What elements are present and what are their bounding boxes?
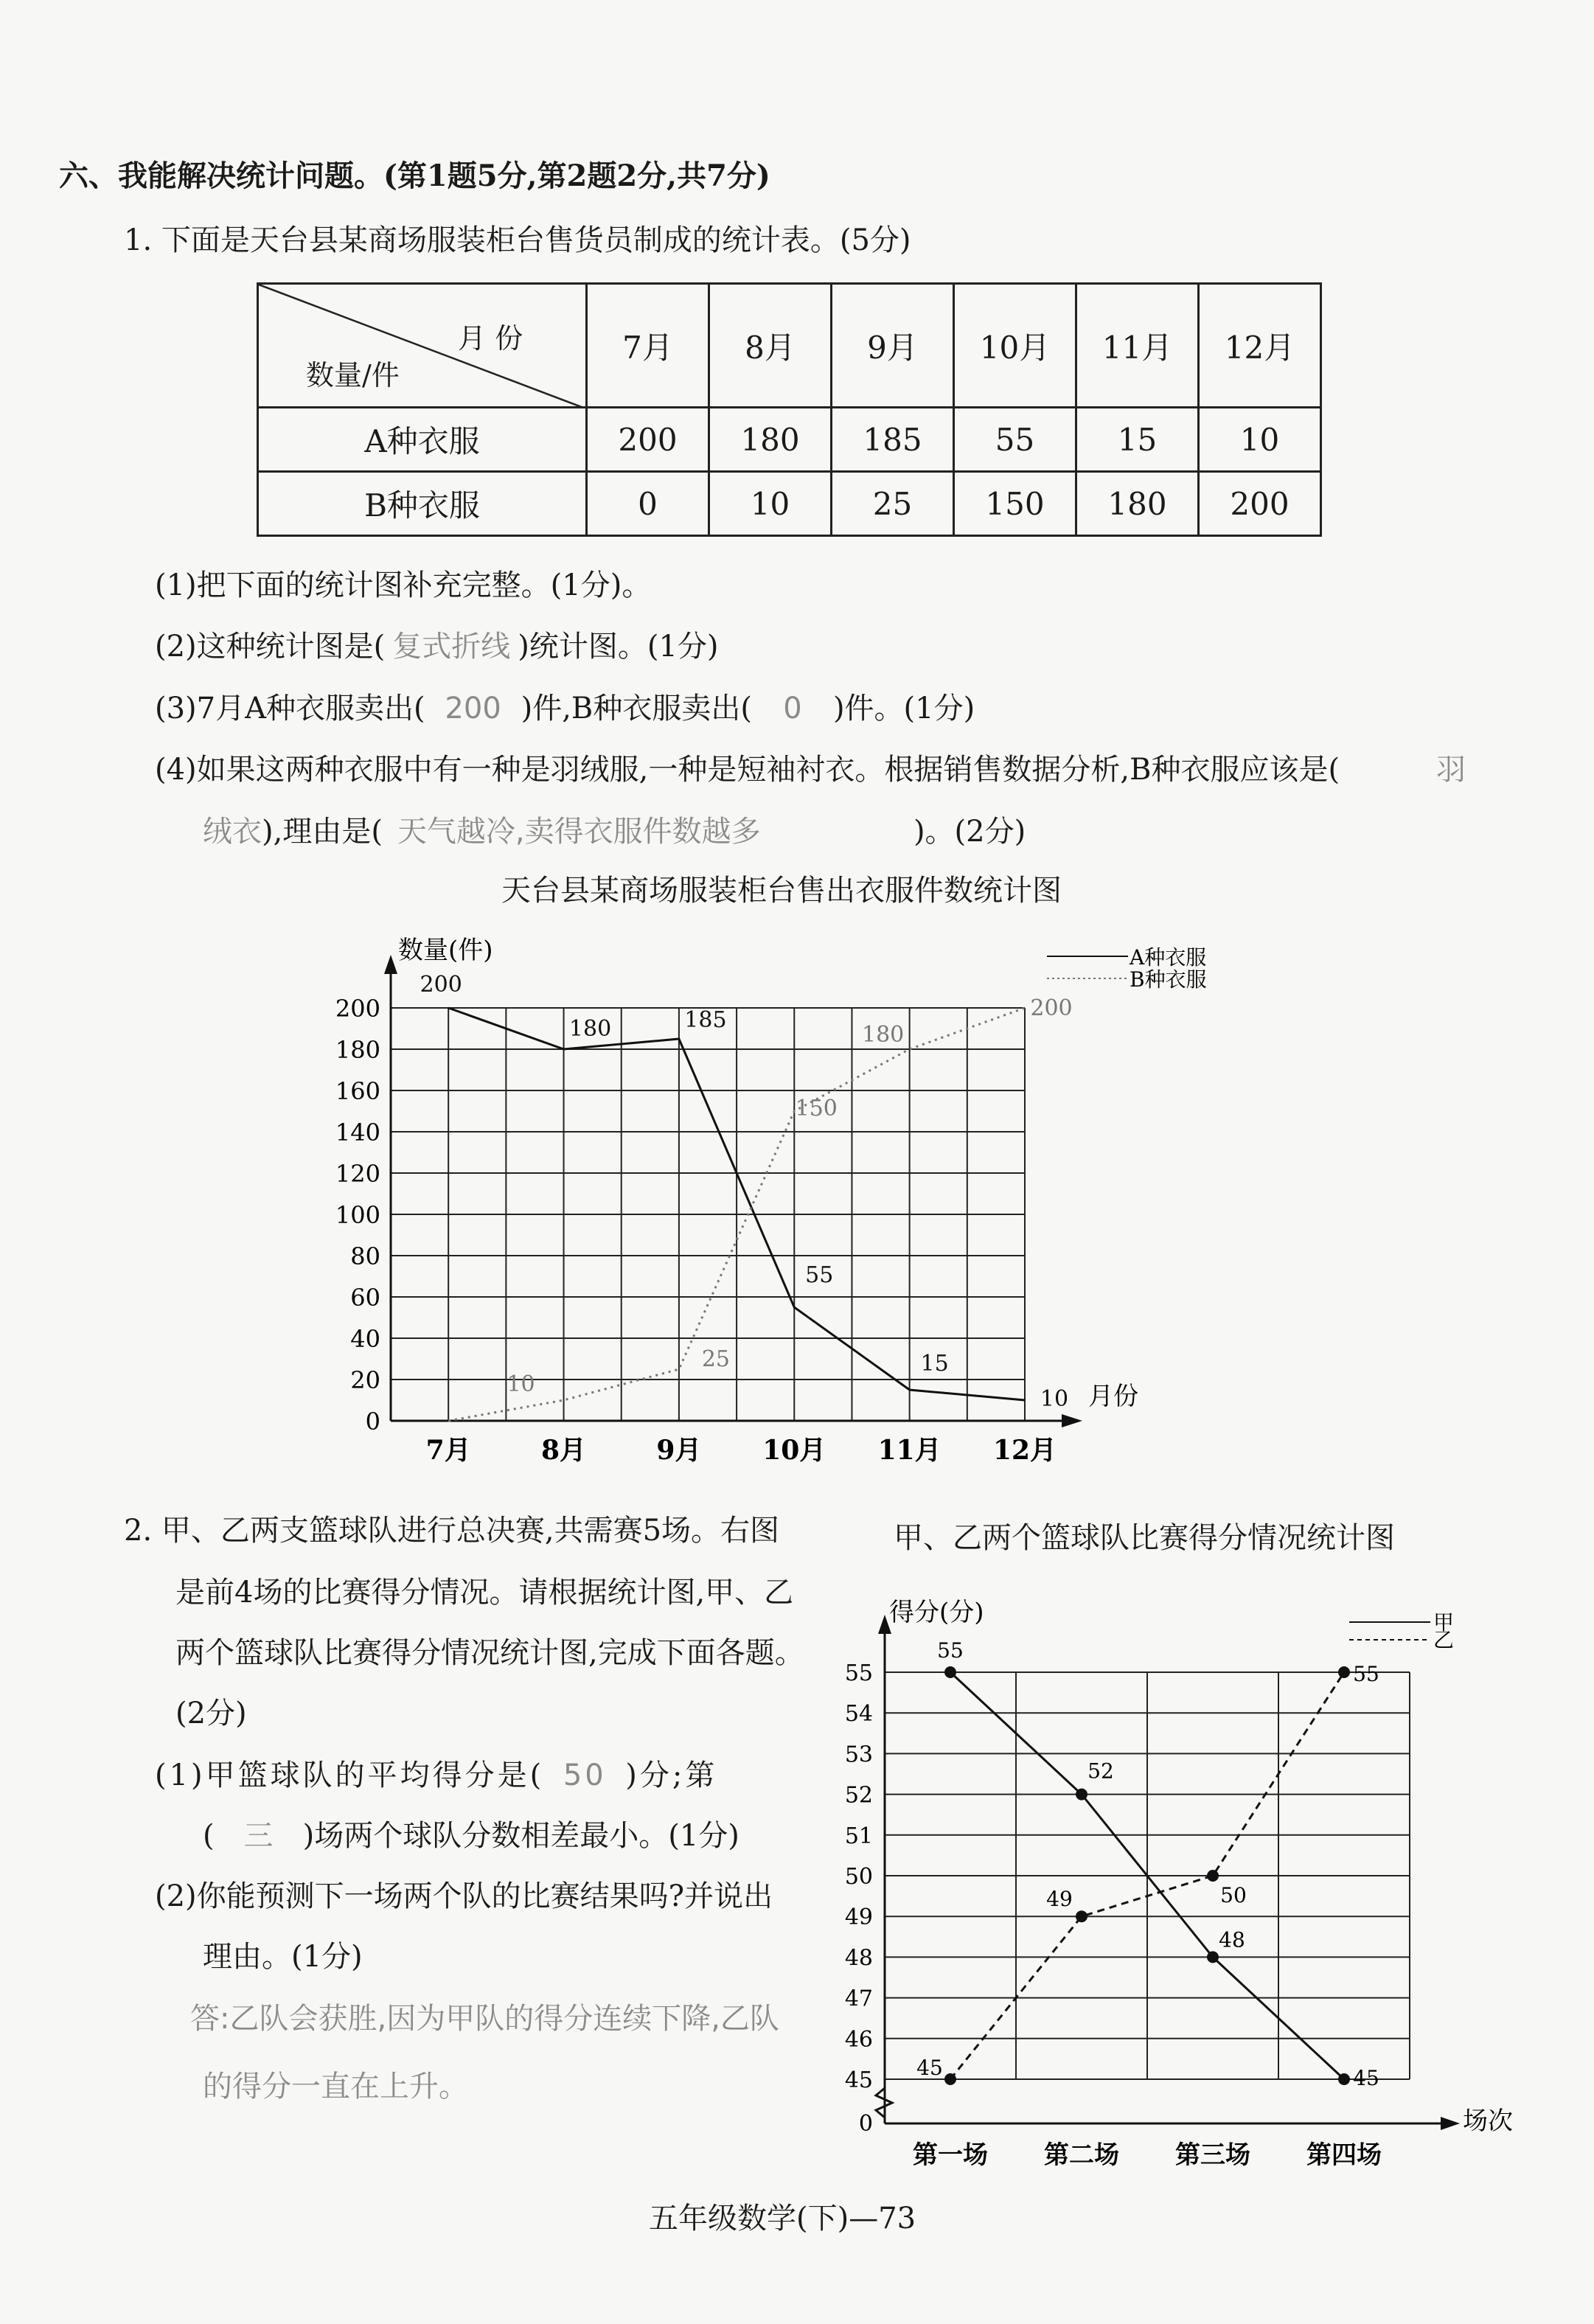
- x-tick-label: 第三场: [1175, 2140, 1250, 2168]
- q1-sub1: (1)把下面的统计图补充完整。(1分)。: [155, 568, 652, 602]
- chart1-title: 天台县某商场服装柜台售出衣服件数统计图: [501, 874, 1062, 908]
- q2-stem-line2: 是前4场的比赛得分情况。请根据统计图,甲、乙: [175, 1576, 794, 1610]
- q1-sub3-answer-a: 200: [445, 692, 501, 726]
- y-tick-label: 140: [335, 1118, 380, 1147]
- y-tick-label: 54: [844, 1701, 873, 1728]
- x-axis-arrow: [1062, 1414, 1082, 1427]
- q2-sub1-suffix: )分;第: [625, 1758, 718, 1792]
- chart2-title: 甲、乙两个篮球队比赛得分情况统计图: [894, 1521, 1395, 1555]
- x-tick-label: 第二场: [1044, 2140, 1119, 2168]
- x-tick-label: 12月: [992, 1435, 1057, 1466]
- corner-qty-label: 数量/件: [306, 359, 400, 392]
- series-yi-data-label: 45: [916, 2056, 943, 2080]
- y-tick-label: 51: [844, 1823, 873, 1849]
- row-label: B种衣服: [258, 472, 587, 536]
- q1-sub4-line2: [203, 814, 1026, 849]
- series-jia-point: [1338, 2073, 1350, 2085]
- legend-a-label: A种衣服: [1130, 945, 1207, 970]
- month-header: 7月: [587, 284, 709, 408]
- corner-month-label: 月 份: [458, 322, 523, 355]
- series-b-data-label: 180: [862, 1022, 905, 1048]
- series-b-data-label: 25: [701, 1346, 731, 1372]
- month-header: 9月: [832, 284, 954, 408]
- cell-value: 10: [709, 472, 832, 536]
- section-title: 六、我能解决统计问题。(第1题5分,第2题2分,共7分): [59, 159, 770, 193]
- q2-sub2-line1: (2)你能预测下一场两个队的比赛结果吗?并说出: [155, 1879, 773, 1913]
- clothing-sales-line-chart: [317, 925, 1239, 1471]
- q1-sub3-part2: )件,B种衣服卖出(: [521, 692, 752, 726]
- y-tick-label: 47: [844, 1986, 873, 2012]
- q1-sub4-answer-part2: 绒衣: [203, 815, 262, 849]
- q2-sub1b: [203, 1818, 739, 1854]
- cell-value: 25: [832, 472, 954, 536]
- legend-jia-label: 甲: [1433, 1610, 1455, 1635]
- q1-sub3-part1: (3)7月A种衣服卖出(: [155, 692, 425, 726]
- x-axis-label: 月份: [1088, 1382, 1138, 1411]
- q1-sub4-mid: ),理由是(: [262, 815, 383, 849]
- y-tick-label: 53: [844, 1742, 873, 1768]
- x-tick-label: 第四场: [1306, 2140, 1382, 2168]
- series-jia-point: [1076, 1789, 1087, 1801]
- series-jia-data-label: 55: [937, 1638, 964, 1663]
- q2-sub2-line2: 理由。(1分): [203, 1940, 363, 1974]
- series-b-data-label: 200: [1030, 995, 1073, 1021]
- q1-sub3-part3: )件。(1分): [832, 692, 975, 726]
- q2-answer-line2: 的得分一直在上升。: [203, 2070, 468, 2104]
- series-yi-data-label: 55: [1353, 1662, 1379, 1686]
- y-tick-label: 48: [844, 1945, 873, 1972]
- x-tick-label: 10月: [762, 1435, 826, 1466]
- y-tick-label: 52: [844, 1782, 873, 1809]
- table-row: [258, 472, 1321, 536]
- q2-stem-line4: (2分): [175, 1697, 247, 1730]
- series-yi-point: [1207, 1870, 1219, 1882]
- page-footer: 五年级数学(下)—73: [649, 2202, 916, 2236]
- y-tick-label: 40: [350, 1325, 380, 1353]
- cell-value: 10: [1199, 408, 1321, 472]
- series-yi-point: [944, 2073, 956, 2085]
- cell-value: 185: [832, 408, 954, 472]
- series-yi-data-label: 49: [1046, 1887, 1073, 1912]
- legend-b-label: B种衣服: [1130, 967, 1207, 992]
- series-jia-data-label: 52: [1087, 1758, 1114, 1784]
- x-tick-label: 7月: [425, 1435, 471, 1466]
- y-tick-label: 55: [844, 1660, 873, 1686]
- y-tick-label: 200: [335, 995, 380, 1023]
- q1-sub4-end: )。(2分): [913, 815, 1026, 849]
- y-tick-label: 180: [335, 1036, 380, 1064]
- q1-sub2-suffix: )统计图。(1分): [518, 630, 719, 664]
- q1-sub4-answer-part1: 羽: [1436, 753, 1466, 787]
- cell-value: 180: [709, 408, 832, 472]
- x-axis-arrow: [1441, 2117, 1460, 2130]
- y-tick-label: 50: [844, 1864, 873, 1890]
- q2-sub1b-answer: 三: [243, 1819, 274, 1853]
- q1-sub3-answer-b: 0: [783, 692, 802, 726]
- y-tick-label: 49: [844, 1904, 873, 1931]
- cell-value: 0: [587, 472, 709, 536]
- y-tick-label: 0: [858, 2111, 873, 2137]
- table-corner-cell: [258, 284, 587, 408]
- y-tick-label: 160: [335, 1077, 380, 1105]
- cell-value: 180: [1076, 472, 1199, 536]
- legend-yi-label: 乙: [1433, 1628, 1455, 1652]
- month-header: 10月: [954, 284, 1076, 408]
- q2-sub1: [155, 1758, 717, 1793]
- cell-value: 150: [954, 472, 1076, 536]
- y-tick-label: 46: [844, 2026, 873, 2053]
- series-jia-point: [944, 1666, 956, 1678]
- series-jia-data-label: 45: [1353, 2066, 1379, 2090]
- series-a-data-label: 200: [420, 972, 462, 998]
- cell-value: 200: [587, 408, 709, 472]
- y-tick-label: 100: [335, 1201, 380, 1229]
- q1-stem: 1. 下面是天台县某商场服装柜台售货员制成的统计表。(5分): [124, 223, 911, 257]
- q2-stem-line1: 2. 甲、乙两支篮球队进行总决赛,共需赛5场。右图: [124, 1514, 780, 1548]
- x-tick-label: 第一场: [913, 2140, 988, 2168]
- x-tick-label: 8月: [541, 1435, 587, 1466]
- q2-sub1-answer: 50: [563, 1758, 607, 1792]
- series-yi-data-label: 50: [1220, 1883, 1247, 1907]
- y-tick-label: 80: [350, 1242, 380, 1270]
- q2-sub1b-suffix: )场两个球队分数相差最小。(1分): [302, 1819, 739, 1853]
- q1-sub2-prefix: (2)这种统计图是(: [155, 630, 386, 664]
- q1-sub2: [155, 629, 719, 664]
- q2-sub1b-prefix: (: [203, 1819, 215, 1853]
- y-axis-arrow: [384, 955, 397, 974]
- y-tick-label: 0: [365, 1408, 380, 1436]
- q1-sub4-line1: (4)如果这两种衣服中有一种是羽绒服,一种是短袖衬衣。根据销售数据分析,B种衣服应该是(: [155, 753, 1340, 787]
- q2-sub1-prefix: (1)甲篮球队的平均得分是(: [155, 1758, 545, 1792]
- q1-sub2-answer: 复式折线: [392, 630, 511, 664]
- month-header: 12月: [1199, 284, 1321, 408]
- series-b-data-label: 150: [795, 1096, 838, 1121]
- q2-answer-line1: 答:乙队会获胜,因为甲队的得分连续下降,乙队: [190, 2002, 779, 2036]
- y-axis-label: 数量(件): [398, 936, 493, 965]
- y-tick-label: 120: [335, 1160, 380, 1188]
- y-tick-label: 60: [350, 1284, 380, 1312]
- x-axis-label: 场次: [1463, 2106, 1513, 2136]
- x-tick-label: 9月: [656, 1435, 702, 1466]
- x-tick-label: 11月: [877, 1435, 942, 1466]
- series-b-data-label: 10: [507, 1371, 535, 1397]
- row-label: A种衣服: [258, 408, 587, 472]
- q2-stem-line3: 两个篮球队比赛得分情况统计图,完成下面各题。: [175, 1636, 804, 1670]
- series-a-data-label: 10: [1040, 1386, 1069, 1412]
- series-a-data-label: 185: [684, 1007, 727, 1033]
- y-tick-label: 20: [350, 1366, 380, 1394]
- table-row: [258, 408, 1321, 472]
- series-yi-point: [1338, 1666, 1350, 1678]
- series-a-data-label: 55: [805, 1262, 834, 1288]
- series-a-data-label: 180: [568, 1016, 612, 1042]
- month-header: 11月: [1076, 284, 1199, 408]
- series-a-data-label: 15: [920, 1351, 949, 1377]
- series-jia-data-label: 48: [1219, 1927, 1245, 1952]
- q1-sub4-reason-answer: 天气越冷,卖得衣服件数越多: [397, 815, 761, 849]
- sales-table: [257, 282, 1322, 537]
- y-axis-label: 得分(分): [889, 1598, 984, 1627]
- cell-value: 55: [954, 408, 1076, 472]
- y-tick-label: 45: [844, 2067, 873, 2093]
- month-header: 8月: [709, 284, 832, 408]
- basketball-scores-line-chart: [833, 1578, 1578, 2168]
- series-yi-point: [1076, 1910, 1087, 1922]
- q1-sub3: [155, 691, 975, 726]
- cell-value: 200: [1199, 472, 1321, 536]
- series-jia-point: [1207, 1951, 1219, 1963]
- cell-value: 15: [1076, 408, 1199, 472]
